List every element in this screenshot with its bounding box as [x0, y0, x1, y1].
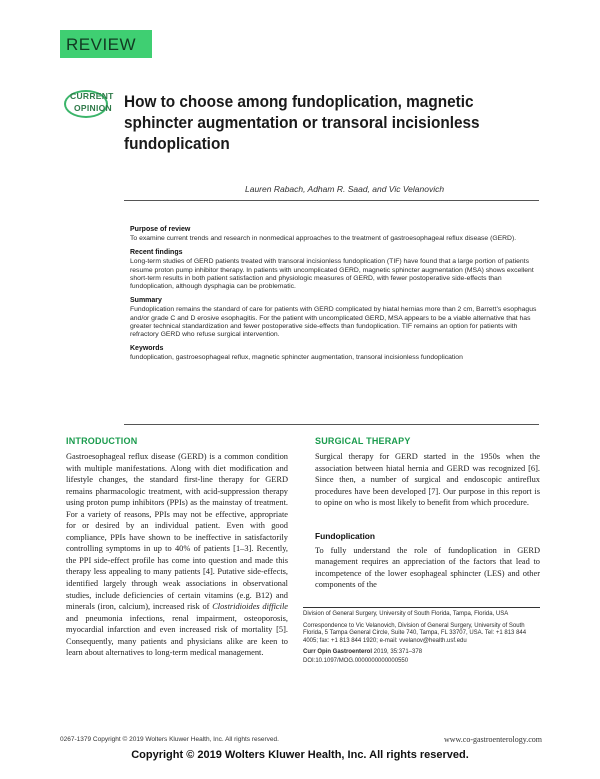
abstract	[130, 226, 538, 368]
page-footer	[60, 736, 542, 743]
divider-bottom	[124, 424, 539, 425]
logo-text-bottom: OPINION	[74, 103, 112, 113]
organism-name: Clostridioides difficile	[212, 602, 288, 612]
journal-url[interactable]: www.co-gastroenterology.com	[443, 735, 542, 744]
affiliation-note: Division of General Surgery, University of South Florida, Tampa, Florida, USA	[303, 611, 509, 617]
fundoplication-heading: Fundoplication	[315, 530, 376, 541]
divider-top	[124, 200, 539, 201]
footnotes	[303, 611, 540, 670]
purpose-heading: Purpose of review	[130, 226, 191, 233]
footnote-rule	[303, 607, 540, 608]
introduction-heading: INTRODUCTION	[66, 436, 138, 446]
left-column	[66, 436, 288, 659]
correspondence-note: Correspondence to Vic Velanovich, Division of General Surgery, University of South Florida, 5 Tampa General Circle, Suite 740, Tampa, FL 33707, USA. Tel: +1 813 844 4005; fax: +1 813 844 1920; e-mail: vvelanov@health.usf.edu	[303, 622, 527, 644]
copyright-banner: Copyright © 2019 Wolters Kluwer Health, Inc. All rights reserved.	[131, 749, 469, 761]
findings-text: Long-term studies of GERD patients treated with transoral incisionless fundoplication (TIF) have found that a large portion of patients resume proton pump inhibitor therapy. In patients with uncomplicated GERD, magnetic sphincter augmentation (MSA) shows excellent short-term results in both patient satisfaction and physiologic measures of GERD, with fewer postoperative side-effects than fundoplication, although dysphagia can be problematic.	[130, 258, 534, 291]
logo-text-top: CURRENT	[70, 91, 114, 101]
article-title: How to choose among fundoplication, magnetic sphincter augmentation or transoral incisionless fundoplication	[124, 93, 480, 153]
journal-logo	[64, 86, 112, 120]
footer-copyright: 0267-1379 Copyright © 2019 Wolters Kluwer Health, Inc. All rights reserved.	[60, 736, 279, 743]
doi: DOI:10.1097/MOG.0000000000000550	[303, 657, 409, 664]
keywords-heading: Keywords	[130, 344, 164, 352]
summary-heading: Summary	[130, 296, 162, 304]
keywords-text: fundoplication, gastroesophageal reflux, magnetic sphincter augmentation, transoral incisionless fundoplication	[130, 354, 463, 362]
introduction-text: Gastroesophageal reflux disease (GERD) is a common condition with multiple manifestations. Along with diet modification and lifestyle changes, the standard first-line therapy for GERD remains pharmacologic treatment, with acid-suppression therapy using proton pump inhibitors (PPIs) as the mainstay of treatment. For a variety of reasons, PPIs may not be effective, appropriate for or desired by an individual patient. Even with good compliance, PPIs have shown to be ineffective in satisfactorily controlling symptoms in up to 40% of patients [1–3]. Recently, the PPI side-effect profile has come into question and made this therapy less appealing to many patients [4]. Putative side-effects, identified largely through weak associations in observational studies, include deficiencies of certain vitamins (e.g. B12) and minerals (iron, calcium), increased risk of Clostridioides difficile and pneumonia infections, renal impairment, osteoporosis, myocardial infarction and even increased risk of mortality [5]. Consequently, many patients and physicians alike are keen to learn about alternatives to long-term medical management.	[66, 452, 288, 658]
findings-heading: Recent findings	[130, 248, 183, 256]
purpose-text: To examine current trends and research in nonmedical approaches to the treatment of gastroesophageal reflux disease (GERD).	[130, 235, 517, 243]
fundoplication-text: To fully understand the role of fundoplication in GERD management requires an appreciation of the factors that lead to incompetence of the lower esophageal sphincter (LES) and other components of the	[315, 545, 540, 590]
journal-citation: Curr Opin Gastroenterol 2019, 35:371–378	[303, 649, 423, 656]
right-column	[315, 436, 540, 591]
summary-text: Fundoplication remains the standard of care for patients with GERD complicated by hiatal hernias more than 2 cm, Barrett’s esophagus and/or grade C and D erosive esophagitis. For the patient with uncomplicated GERD, MSA appears to be a viable alternative that has greater technical standardization and fewer postoperative side-effects than fundoplication. TIF remains an option for patients with refractory GERD who refuse surgical intervention.	[130, 306, 537, 339]
surgical-therapy-text: Surgical therapy for GERD started in the 1950s when the association between hiatal hernia and GERD was recognized [6]. Since then, a number of surgical and endoscopic antireflux procedures have been developed [7]. Our purpose in this report is to opine on who is most likely to benefit from which procedure.	[315, 452, 540, 508]
section-tag: REVIEW	[60, 30, 152, 58]
author-list: Lauren Rabach, Adham R. Saad, and Vic Velanovich	[245, 184, 445, 194]
surgical-therapy-heading: SURGICAL THERAPY	[315, 436, 411, 446]
